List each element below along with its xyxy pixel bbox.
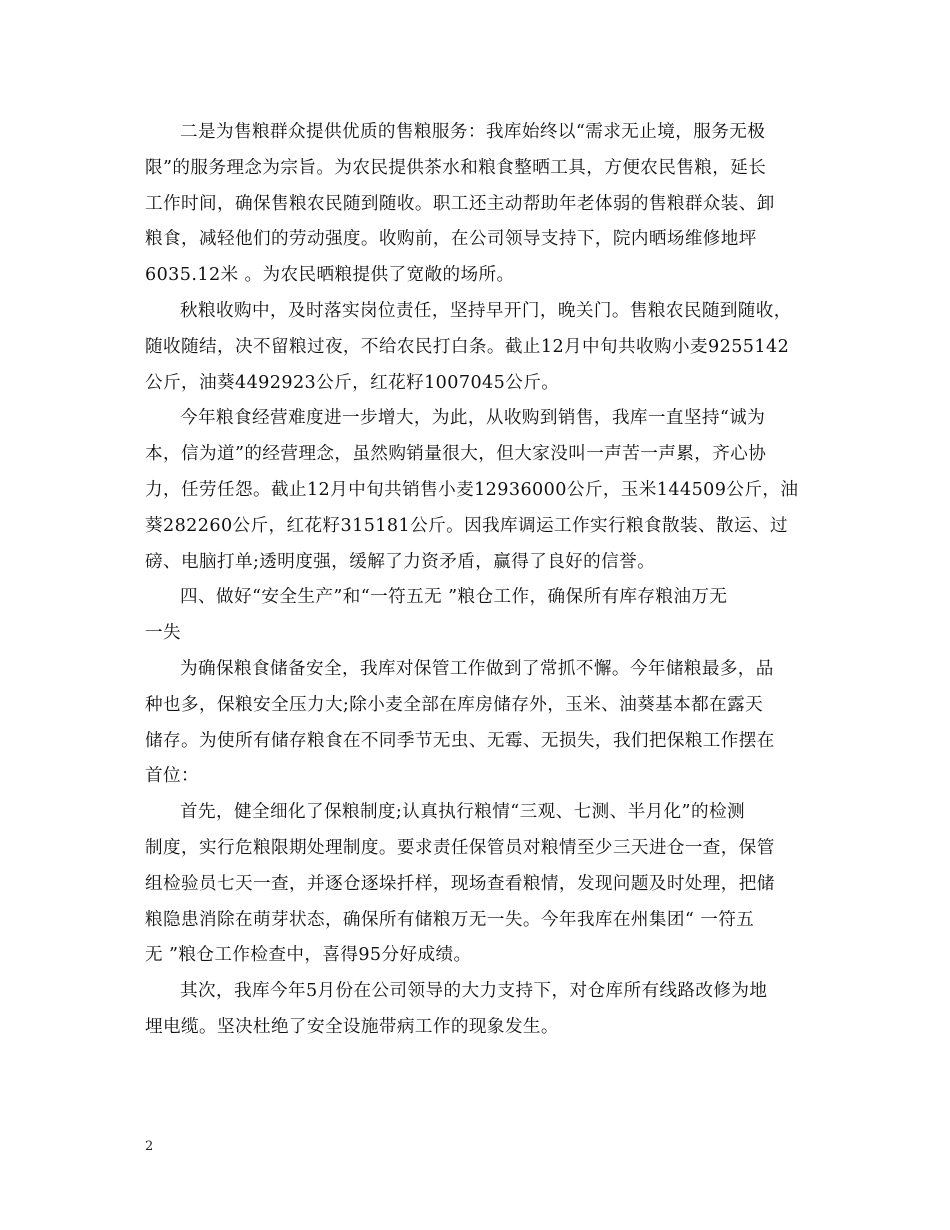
text-line: 磅、电脑打单;透明度强，缓解了力资矛盾，赢得了良好的信誉。 — [145, 551, 656, 572]
text-line: 首先，健全细化了保粮制度;认真执行粮情“三观、七测、半月化”的检测 — [180, 802, 745, 823]
text-line: 四、做好“安全生产”和“一符五无 ”粮仓工作，确保所有库存粮油万无 — [180, 587, 728, 608]
body-text — [145, 115, 808, 1046]
text-line: 6035.12米 。为农民晒粮提供了宽敞的场所。 — [145, 265, 515, 286]
text-line: 限”的服务理念为宗旨。为农民提供茶水和粮食整晒工具，方便农民售粮，延长 — [145, 157, 767, 178]
text-line: 为确保粮食储备安全，我库对保管工作做到了常抓不懈。今年储粮最多，品 — [180, 658, 774, 679]
text-line: 秋粮收购中，及时落实岗位责任，坚持早开门，晚关门。售粮农民随到随收， — [180, 300, 792, 321]
text-line: 随收随结，决不留粮过夜，不给农民打白条。截止12月中旬共收购小麦9255142 — [145, 336, 790, 357]
text-line: 今年粮食经营难度进一步增大，为此，从收购到销售，我库一直坚持“诚为 — [180, 408, 766, 429]
paragraph-first-measure — [145, 795, 808, 974]
text-line: 二是为售粮群众提供优质的售粮服务：我库始终以“需求无止境，服务无极 — [180, 122, 766, 142]
paragraph-sales — [145, 401, 808, 580]
paragraph-second-measure — [145, 974, 808, 1046]
paragraph-grain-service — [145, 115, 808, 294]
paragraph-storage-safety — [145, 652, 808, 795]
text-line: 制度，实行危粮限期处理制度。要求责任保管员对粮情至少三天进仓一查，保管 — [145, 837, 775, 858]
text-line: 种也多，保粮安全压力大;除小麦全部在库房储存外，玉米、油葵基本都在露天 — [145, 694, 764, 715]
text-line: 葵282260公斤，红花籽315181公斤。因我库调运工作实行粮食散装、散运、过 — [145, 515, 788, 536]
text-line: 公斤，油葵4492923公斤，红花籽1007045公斤。 — [145, 372, 560, 393]
text-line: 无 ”粮仓工作检查中，喜得95分好成绩。 — [145, 945, 472, 966]
text-line: 本，信为道”的经营理念，虽然购销量很大，但大家没叫一声苦一声累，齐心协 — [145, 444, 767, 465]
text-line: 一失 — [145, 623, 181, 644]
page-number: 2 — [145, 1139, 154, 1154]
text-line: 首位： — [145, 766, 199, 787]
text-line: 力，任劳任怨。截止12月中旬共销售小麦12936000公斤，玉米144509公斤，油 — [145, 479, 799, 500]
text-line: 其次，我库今年5月份在公司领导的大力支持下，对仓库所有线路改修为地 — [180, 981, 768, 1002]
text-line: 粮隐患消除在萌芽状态，确保所有储粮万无一失。今年我库在州集团“ 一符五 — [145, 909, 755, 930]
text-line: 粮食，减轻他们的劳动强度。收购前，在公司领导支持下，院内晒场维修地坪 — [145, 229, 757, 250]
section-heading-safety — [145, 580, 808, 652]
text-line: 组检验员七天一查，并逐仓逐垛扦样，现场查看粮情，发现问题及时处理，把储 — [145, 873, 775, 894]
text-line: 储存。为使所有储存粮食在不同季节无虫、无霉、无损失，我们把保粮工作摆在 — [145, 730, 775, 751]
paragraph-autumn-purchase — [145, 294, 808, 401]
text-line: 工作时间，确保售粮农民随到随收。职工还主动帮助年老体弱的售粮群众装、卸 — [145, 193, 775, 214]
text-line: 埋电缆。坚决杜绝了安全设施带病工作的现象发生。 — [145, 1016, 559, 1037]
